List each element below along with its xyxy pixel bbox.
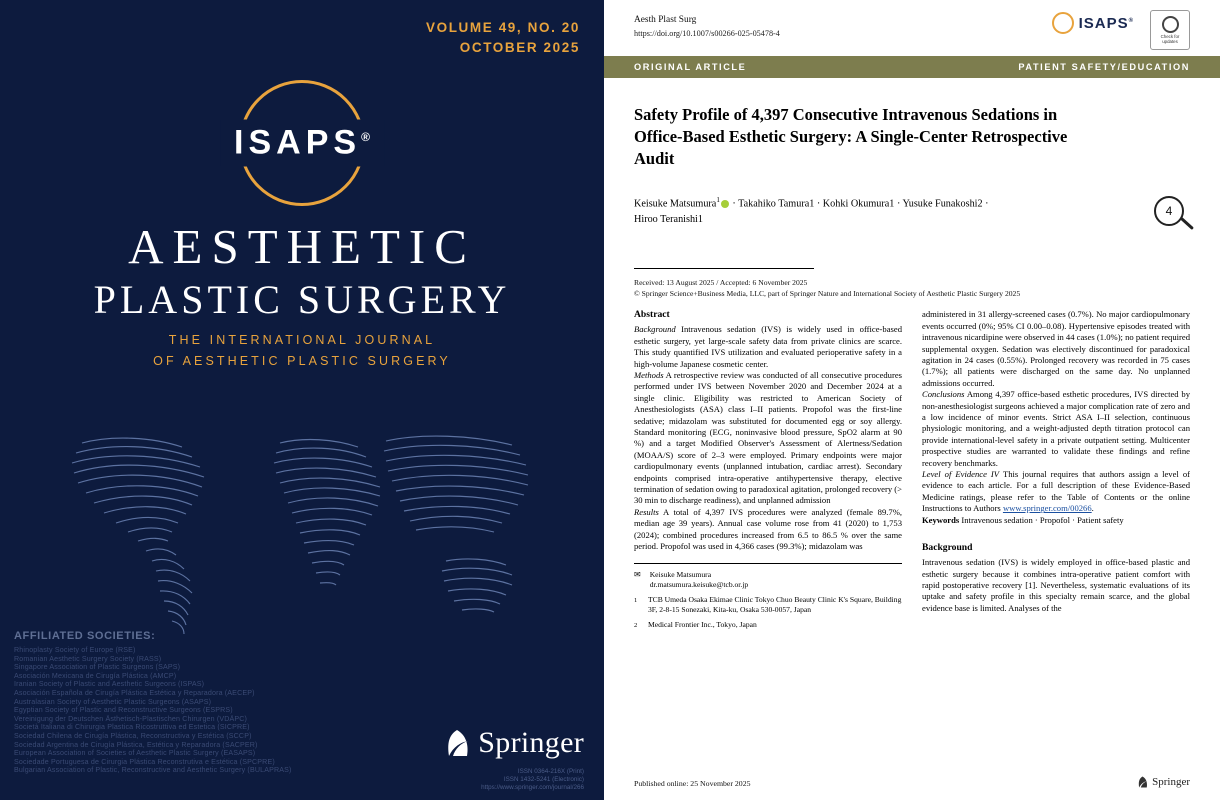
cover-title-line1: AESTHETIC	[128, 219, 476, 274]
annotation-magnifier-icon	[1154, 196, 1200, 242]
crossmark-line2: updates	[1162, 39, 1178, 44]
society-item: Sociedad Argentina de Cirugía Plástica, Estética y Reparadora (SACPER)	[14, 740, 258, 749]
keywords-label: Keywords	[922, 514, 960, 525]
article-dates	[634, 268, 1190, 299]
article-body	[604, 104, 1220, 636]
society-item: Vereinigung der Deutschen Ästhetisch-Plastischen Chirurgen (VDÄPC)	[14, 714, 248, 723]
society-item: Sociedade Portuguesa de Cirurgia Plástica Reconstrutiva e Estética (SPCPRE)	[14, 757, 275, 766]
loe-label: Level of Evidence IV	[922, 469, 1000, 480]
isaps-header-trademark: ®	[1128, 17, 1134, 24]
article-title: Safety Profile of 4,397 Consecutive Intravenous Sedations in Office-Based Esthetic Surgery: A Single-Center Retrospective Audit	[634, 105, 1068, 168]
cover-subtitle	[0, 330, 604, 372]
abstract-background-label: Background	[634, 324, 676, 335]
isaps-logo-text	[220, 120, 384, 167]
issn-print: ISSN 0364-216X (Print)	[517, 768, 584, 775]
crossmark-line1: Check for	[1160, 34, 1180, 39]
society-item: European Association of Societies of Aesthetic Plastic Surgery (EASAPS)	[14, 749, 256, 758]
divider-rule	[634, 268, 814, 269]
society-item: Asociación Española de Cirugía Plástica Estética y Reparadora (AECEP)	[14, 688, 255, 697]
isaps-header-text: ISAPS	[1078, 14, 1129, 32]
isaps-trademark: ®	[361, 130, 370, 145]
affiliation-text: Medical Frontier Inc., Tokyo, Japan	[648, 619, 757, 629]
abstract-level-of-evidence	[922, 469, 1190, 515]
affiliation-number: 1	[634, 596, 638, 604]
article-authors	[634, 192, 1104, 228]
author-last-line: Hiroo Teranishi1	[634, 214, 703, 226]
abstract-conclusions-label: Conclusions	[922, 389, 965, 400]
abstract-methods-paragraph	[634, 370, 902, 507]
journal-url: https://www.springer.com/journal/266	[481, 784, 584, 791]
article-type-band	[604, 56, 1220, 78]
annotation-badge: 4	[1154, 196, 1184, 226]
article-doi[interactable]: https://doi.org/10.1007/s00266-025-05478-4	[634, 29, 780, 38]
society-item: Singapore Association of Plastic Surgeons (SAPS)	[14, 663, 181, 672]
orcid-icon[interactable]	[721, 200, 729, 208]
abstract-heading: Abstract	[634, 309, 670, 321]
society-item: Romanian Aesthetic Surgery Society (RASS)	[14, 654, 162, 663]
affiliation-number: 2	[634, 621, 638, 629]
article-section-label: PATIENT SAFETY/EDUCATION	[1018, 62, 1190, 72]
issn-electronic: ISSN 1432-5241 (Electronic)	[503, 776, 584, 783]
affiliation-row	[634, 620, 902, 631]
isaps-ring-icon	[234, 80, 370, 206]
received-accepted-line: Received: 13 August 2025 / Accepted: 6 November 2025	[634, 278, 808, 288]
loe-text: This journal requires that authors assign a level of evidence to each article. For a full description of these Evidence-Based Medicine ratings, please refer to the Table of Contents or the online Instructions to Authors	[922, 469, 1190, 514]
abstract-background-text: Intravenous sedation (IVS) is widely used in office-based esthetic surgery, yet large-scale safety data from private clinics are scarce. This study quantified IVS utilization and evaluated perioperative safety in a high-volume Japanese cosmetic center.	[634, 324, 902, 369]
article-header	[604, 0, 1220, 56]
isaps-logo	[0, 78, 604, 208]
affiliation-text: TCB Umeda Osaka Ekimae Clinic Tokyo Chuo Beauty Clinic K's Square, Building 3F, 2-8-15 Sonezaki, Kita-ku, Osaka 530-0057, Japan	[648, 594, 902, 614]
author-first-name: Keisuke Matsumura	[634, 198, 717, 210]
affiliation-row	[634, 595, 902, 615]
abstract-background-paragraph	[634, 324, 902, 370]
isaps-header-label	[1079, 15, 1134, 32]
correspondence-email[interactable]: dr.matsumura.keisuke@tcb.or.jp	[649, 579, 749, 589]
crossmark-ring-icon	[1162, 16, 1179, 33]
journal-cover	[0, 0, 604, 800]
envelope-icon: ✉	[634, 569, 641, 579]
abstract-results-label: Results	[634, 506, 659, 517]
correspondence-details	[650, 570, 749, 590]
cover-subtitle-line1: THE INTERNATIONAL JOURNAL	[168, 333, 436, 347]
affiliated-societies-heading: AFFILIATED SOCIETIES:	[14, 630, 156, 642]
crossmark-badge[interactable]	[1150, 10, 1190, 50]
published-online-date: Published online: 25 November 2025	[634, 779, 751, 788]
column-left	[634, 309, 902, 635]
magnifier-handle-icon	[1180, 217, 1194, 230]
cover-date-line: OCTOBER 2025	[459, 40, 580, 55]
author-affiliation-marker: 1	[716, 196, 720, 204]
isaps-ring-icon-small	[1052, 12, 1074, 34]
authors-rest: · Takahiko Tamura1 · Kohki Okumura1 · Yusuke Funakoshi2 ·	[729, 198, 989, 210]
springer-logo-cover	[444, 726, 584, 760]
cover-volume-info	[426, 18, 580, 58]
society-item: Iranian Society of Plastic and Aesthetic Surgeons (ISPAS)	[14, 680, 205, 689]
abstract-conclusions-paragraph	[922, 389, 1190, 469]
background-section-text: Intravenous sedation (IVS) is widely employed in office-based plastic and esthetic surgery because it combines intra-operative patient comfort with rapid postoperative recovery [1]. Nevertheless, systematic evaluations of its uptake and safety profile in this specialty remain scarce, and the global evidence base is limited. Analyses of the	[922, 557, 1190, 613]
article-page	[604, 0, 1220, 800]
abstract-conclusions-text: Among 4,397 office-based esthetic procedures, IVS directed by non-anesthesiologist surgeons achieved a major complication rate of zero and a low incidence of minor events. Strict ASA I–II selection, continuous physiologic monitoring, and a weight-adjusted depth titration protocol can provide international-level safety in a private outpatient setting. Multicenter prospective studies are warranted to validate these findings and refine recovery benchmarks.	[922, 389, 1190, 468]
cover-subtitle-line2: OF AESTHETIC PLASTIC SURGERY	[153, 354, 451, 368]
article-type-label: ORIGINAL ARTICLE	[634, 62, 747, 72]
keywords-line	[922, 515, 1190, 526]
correspondence-row	[634, 570, 902, 590]
loe-end: .	[1091, 503, 1094, 514]
springer-logo-footer	[1137, 776, 1190, 788]
society-item: Bulgarian Association of Plastic, Reconstructive and Aesthetic Surgery (BULAPRAS)	[14, 766, 292, 775]
society-item: Asociación Mexicana de Cirugía Plástica (AMCP)	[14, 671, 177, 680]
cover-volume-line: VOLUME 49, NO. 20	[426, 20, 580, 35]
springer-mark-icon	[444, 729, 470, 757]
world-map-graphic	[42, 395, 562, 645]
abstract-methods-label: Methods	[634, 370, 664, 381]
isaps-logo-label: ISAPS	[234, 123, 362, 162]
cover-title-line2: PLASTIC SURGERY	[93, 277, 511, 322]
abstract-results-continued: administered in 31 allergy-screened cases (0.7%). No major cardiopulmonary events occurred (0%; 95% CI 0.00–0.08). Hypertensive episodes treated with intravenous nicardipine were observed in 44 cases (1.0%); no patient required supplemental oxygen. Sedation was electively discontinued for paradoxical agitation in 24 cases (0.55%). Prolonged recovery was recorded in 75 cases (1.7%); all patients were discharged on the same day. No unplanned admissions occurred.	[922, 309, 1190, 388]
society-item: Sociedad Chilena de Cirugía Plástica, Reconstructiva y Estética (SCCP)	[14, 731, 252, 740]
loe-link[interactable]: www.springer.com/00266	[1002, 503, 1092, 514]
keywords-text: Intravenous sedation · Propofol · Patient safety	[959, 514, 1124, 525]
article-footer	[634, 776, 1190, 788]
copyright-line: © Springer Science+Business Media, LLC, part of Springer Nature and International Society of Aesthetic Plastic Surgery 2025	[634, 289, 1021, 299]
springer-wordmark: Springer	[478, 726, 584, 759]
background-section-heading: Background	[922, 542, 973, 554]
society-item: Egyptian Society of Plastic and Reconstructive Surgeons (ESPRS)	[14, 706, 233, 715]
abstract-methods-text: A retrospective review was conducted of all consecutive procedures performed under IVS between November 2020 and December 2024 at a single clinic. Eligibility was restricted to American Society of Anesthesiologists (ASA) class I–II patients. Propofol was the first-line sedative; midazolam was substituted for documented egg or soy allergy. Standard monitoring (ECG, noninvasive blood pressure, SpO2 alarm at 90 %) and a target Modified Observer's Assessment of Alertness/Sedation (MOAA/S) score of 2–3 were employed. Primary endpoints were major cardiopulmonary events (unplanned intubation, cardiac arrest). Secondary endpoints comprised intra-operative antihypertensive therapy, elective termination of sedation owing to paradoxical agitation, prolonged recovery (> 30 min to discharge readiness), and unplanned admission	[634, 370, 902, 506]
correspondence-name: Keisuke Matsumura	[649, 569, 712, 579]
springer-mark-icon-footer	[1137, 776, 1148, 788]
society-item: Società Italiana di Chirurgia Plastica Ricostruttiva ed Estetica (SICPRE)	[14, 723, 250, 732]
abstract-results-text: A total of 4,397 IVS procedures were analyzed (female 89.7%, median age 39 years). Annual case volume rose from 41 (2020) to 1,753 (2024); combined procedures increased from 6.5 to 86.5 % over the same period. Propofol was used in 4,366 cases (99.3%); midazolam was	[634, 506, 902, 552]
footnote-divider	[634, 563, 902, 564]
isaps-header-logo	[1052, 12, 1134, 34]
journal-name: Aesth Plast Surg	[634, 15, 697, 25]
affiliated-societies	[14, 630, 414, 775]
column-right	[922, 309, 1190, 635]
affiliated-societies-list	[14, 646, 414, 775]
society-item: Australasian Society of Aesthetic Plastic Surgeons (ASAPS)	[14, 697, 212, 706]
abstract-results-paragraph	[634, 507, 902, 553]
correspondence-block	[634, 570, 902, 631]
society-item: Rhinoplasty Society of Europe (RSE)	[14, 646, 136, 654]
springer-wordmark-footer: Springer	[1152, 776, 1190, 788]
cover-issn	[481, 768, 584, 792]
two-column-layout	[634, 309, 1190, 635]
